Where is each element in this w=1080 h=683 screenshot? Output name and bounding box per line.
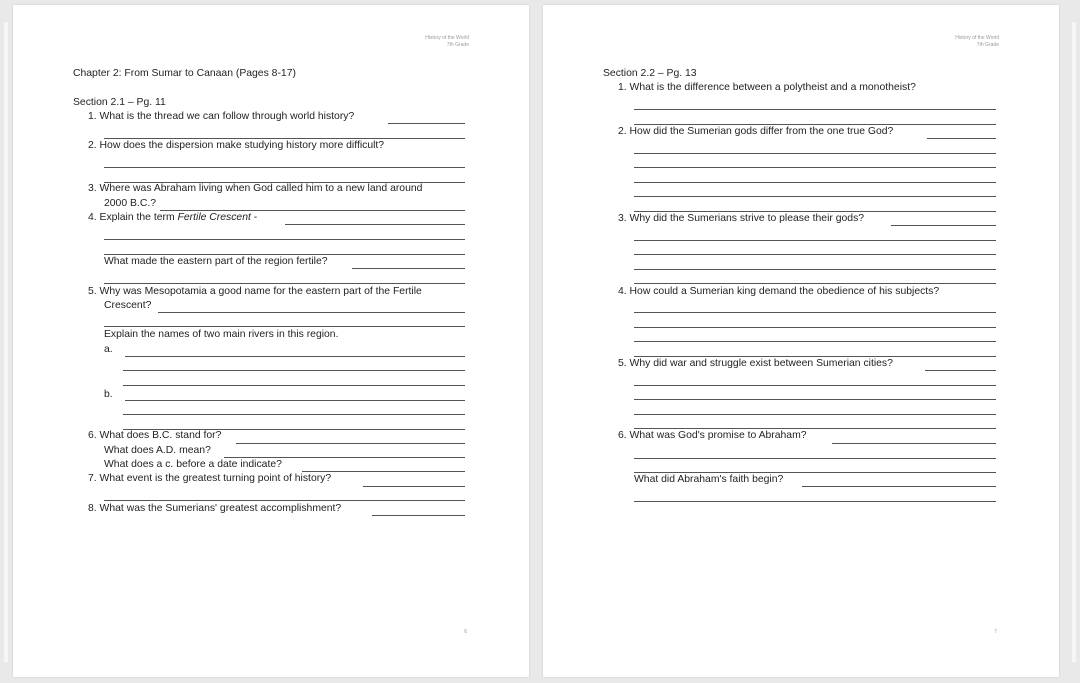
answer-blank[interactable] [634, 269, 996, 270]
answer-blank[interactable] [634, 254, 996, 255]
question-3: 3. Where was Abraham living when God called him to a new land around [88, 183, 423, 194]
answer-blank[interactable] [123, 414, 465, 415]
answer-blank[interactable] [634, 153, 996, 154]
answer-blank[interactable] [634, 182, 996, 183]
answer-blank[interactable] [634, 109, 996, 110]
question-4: 4. How could a Sumerian king demand the obedience of his subjects? [618, 286, 940, 297]
item-label-a: a. [104, 344, 113, 355]
section-title: Section 2.1 – Pg. 11 [73, 97, 166, 108]
question-4-suffix: - [250, 212, 258, 223]
question-6: 6. What was God's promise to Abraham? [618, 430, 807, 441]
question-8: 8. What was the Sumerians' greatest accomplishment? [88, 503, 342, 514]
answer-blank[interactable] [832, 443, 996, 444]
chapter-title: Chapter 2: From Sumar to Canaan (Pages 8-17) [73, 68, 296, 79]
answer-blank[interactable] [634, 458, 996, 459]
question-6-sub: What did Abraham's faith begin? [634, 474, 784, 485]
answer-blank[interactable] [104, 500, 465, 501]
question-5-continued: Crescent? [104, 300, 152, 311]
answer-blank[interactable] [927, 138, 996, 139]
answer-blank[interactable] [925, 370, 996, 371]
answer-blank[interactable] [123, 370, 465, 371]
running-head-grade: 7th Grade [446, 42, 469, 48]
running-head [425, 35, 469, 49]
answer-blank[interactable] [802, 486, 996, 487]
page-edge-left [4, 22, 8, 662]
question-6: 6. What does B.C. stand for? [88, 430, 222, 441]
question-5: 5. Why did war and struggle exist between Sumerian cities? [618, 358, 893, 369]
answer-blank[interactable] [634, 283, 996, 284]
answer-blank[interactable] [634, 414, 996, 415]
answer-blank[interactable] [634, 501, 996, 502]
page-number: 7 [994, 629, 997, 635]
answer-blank[interactable] [236, 443, 465, 444]
question-2: 2. How did the Sumerian gods differ from the one true God? [618, 126, 894, 137]
answer-blank[interactable] [104, 239, 465, 240]
answer-blank[interactable] [634, 196, 996, 197]
question-1: 1. What is the difference between a polytheist and a monotheist? [618, 82, 916, 93]
answer-blank[interactable] [634, 341, 996, 342]
question-4-sub: What made the eastern part of the region fertile? [104, 256, 328, 267]
question-5-sub: Explain the names of two main rivers in this region. [104, 329, 339, 340]
section-title: Section 2.2 – Pg. 13 [603, 68, 697, 79]
running-head-grade: 7th Grade [976, 42, 999, 48]
answer-blank[interactable] [285, 224, 465, 225]
answer-blank[interactable] [634, 385, 996, 386]
question-4-term: Fertile Crescent [177, 212, 251, 223]
question-5: 5. Why was Mesopotamia a good name for the eastern part of the Fertile [88, 286, 422, 297]
question-4-prefix: 4. Explain the term [88, 212, 178, 223]
worksheet-page-right [543, 5, 1059, 677]
question-4 [88, 211, 257, 224]
running-head-title: History of the World [425, 35, 469, 41]
page-number: 6 [464, 629, 467, 635]
running-head-title: History of the World [955, 35, 999, 41]
page-edge-right [1072, 22, 1076, 662]
answer-blank[interactable] [634, 312, 996, 313]
answer-blank[interactable] [363, 486, 465, 487]
running-head [955, 35, 999, 49]
answer-blank[interactable] [125, 356, 465, 357]
worksheet-page-left [13, 5, 529, 677]
answer-blank[interactable] [634, 167, 996, 168]
answer-blank[interactable] [158, 312, 465, 313]
answer-blank[interactable] [372, 515, 465, 516]
answer-blank[interactable] [352, 268, 465, 269]
answer-blank[interactable] [634, 327, 996, 328]
answer-blank[interactable] [104, 326, 465, 327]
item-label-b: b. [104, 389, 113, 400]
answer-blank[interactable] [634, 240, 996, 241]
answer-blank[interactable] [123, 385, 465, 386]
answer-blank[interactable] [125, 400, 465, 401]
answer-blank[interactable] [891, 225, 996, 226]
question-6-sub-1: What does A.D. mean? [104, 445, 211, 456]
question-6-sub-2: What does a c. before a date indicate? [104, 459, 282, 470]
answer-blank[interactable] [104, 167, 465, 168]
question-2: 2. How does the dispersion make studying history more difficult? [88, 140, 385, 151]
question-1: 1. What is the thread we can follow through world history? [88, 111, 355, 122]
question-3: 3. Why did the Sumerians strive to please their gods? [618, 213, 865, 224]
answer-blank[interactable] [104, 283, 465, 284]
answer-blank[interactable] [634, 399, 996, 400]
answer-blank[interactable] [388, 123, 465, 124]
question-3-continued: 2000 B.C.? [104, 198, 156, 209]
question-7: 7. What event is the greatest turning point of history? [88, 473, 332, 484]
